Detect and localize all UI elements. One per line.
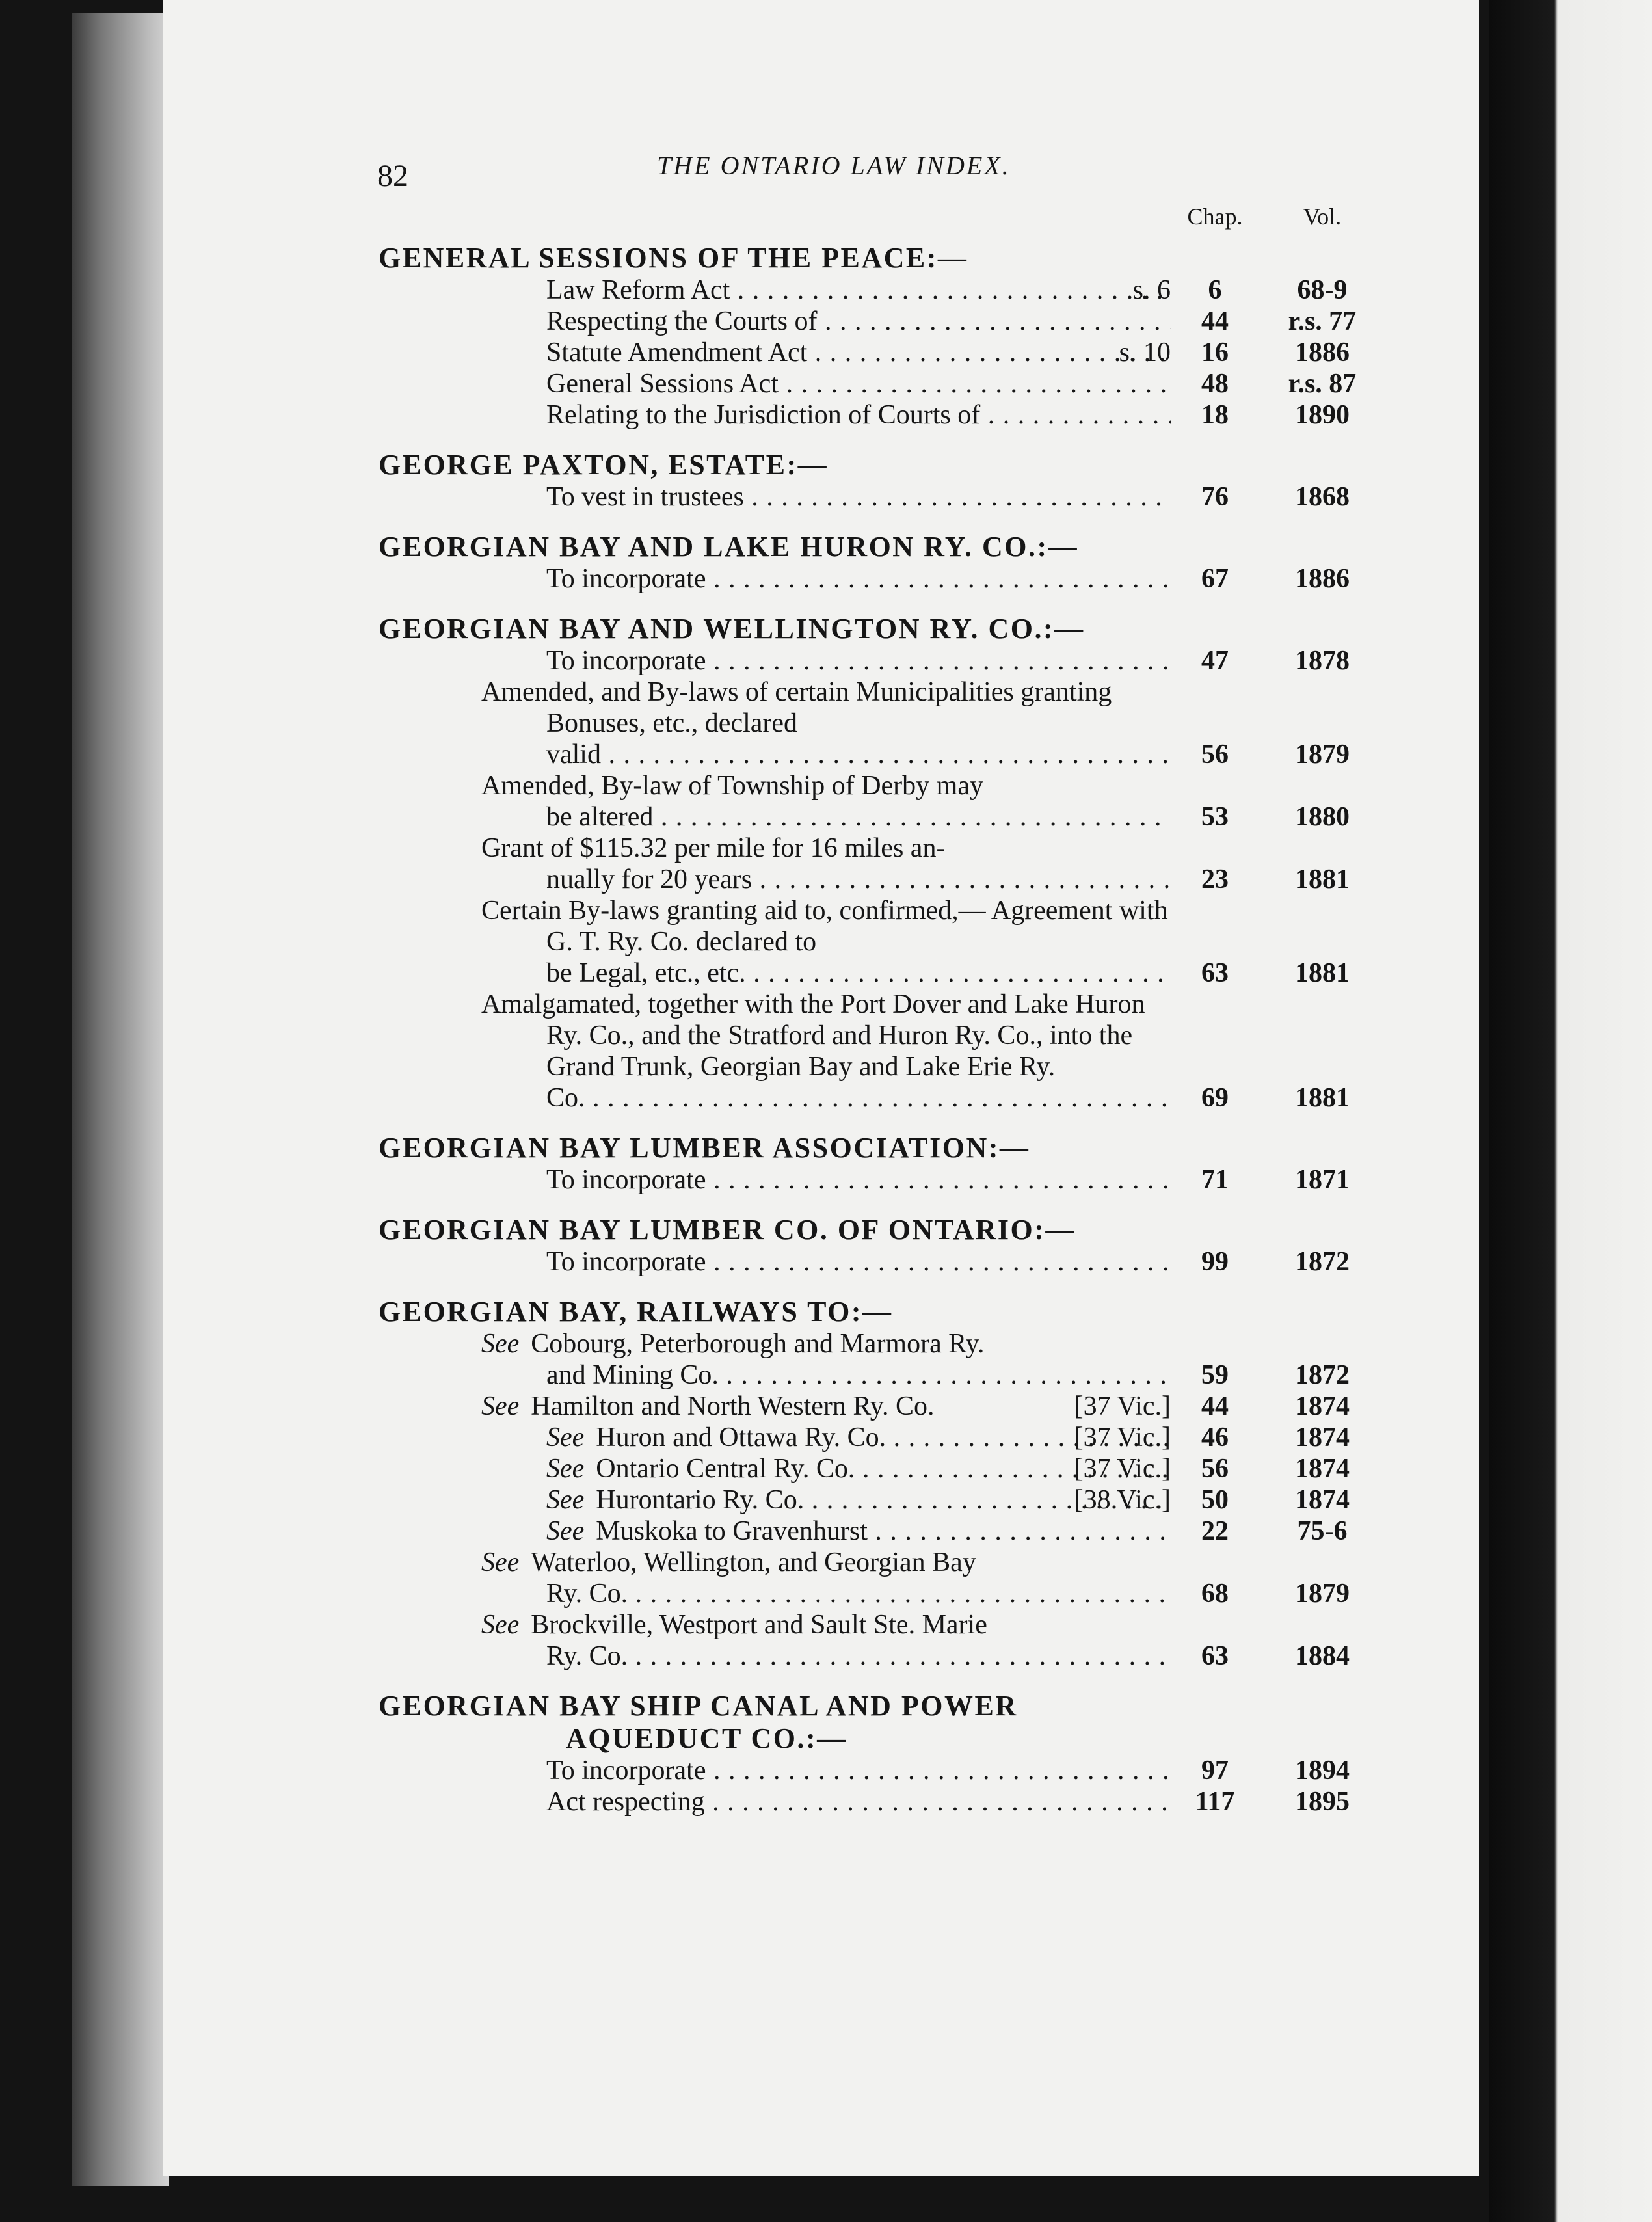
- entry-text: [481, 833, 1171, 895]
- volume-year: 1872: [1295, 1360, 1350, 1390]
- entry-title: Waterloo, Wellington, and Georgian Bay: [531, 1547, 976, 1577]
- section-heading: GEORGE PAXTON, ESTATE:—: [379, 449, 829, 481]
- index-entry: [163, 770, 1479, 833]
- entry-text: [481, 1484, 1171, 1516]
- volume-year: 1871: [1295, 1165, 1350, 1195]
- chapter-number: 22: [1201, 1516, 1229, 1546]
- index-section: [163, 1690, 1479, 1817]
- entry-text: [481, 368, 1171, 399]
- volume-year: 1879: [1295, 740, 1350, 770]
- entry-title: Brockville, Westport and Sault Ste. Marie: [531, 1610, 987, 1640]
- volume-year: 1881: [1295, 958, 1350, 988]
- chapter-number: 44: [1201, 306, 1229, 336]
- chapter-number: 48: [1201, 369, 1229, 399]
- volume-year: r.s. 87: [1288, 369, 1357, 399]
- chapter-number: 44: [1201, 1391, 1229, 1421]
- running-head: [163, 146, 1479, 193]
- index-entry: [163, 1547, 1479, 1609]
- see-reference-label: See: [481, 1391, 520, 1421]
- index-entry: [163, 1516, 1479, 1547]
- index-entry: [163, 895, 1479, 989]
- chapter-number: 47: [1201, 646, 1229, 676]
- index-entry: [163, 1246, 1479, 1278]
- entry-title: To incorporate . . .: [546, 564, 1171, 594]
- entry-title: Respecting the Courts of . . .: [546, 306, 1171, 336]
- volume-year: 1874: [1295, 1485, 1350, 1515]
- entry-title: Relating to the Jurisdiction of Courts of . . .: [546, 400, 1171, 430]
- vol-column-header: Vol.: [1303, 204, 1342, 230]
- page-number: 82: [377, 159, 408, 193]
- volume-year: 1895: [1295, 1787, 1350, 1817]
- entry-title: To incorporate . . .: [546, 1756, 1171, 1786]
- entry-title-last-line: [546, 1578, 1171, 1609]
- book-page-stack: [72, 13, 169, 2186]
- entry-note: [37 Vic.]: [1069, 1391, 1171, 1422]
- see-reference-label: See: [546, 1516, 585, 1546]
- entry-text: [481, 1547, 1171, 1609]
- chapter-number: 67: [1201, 564, 1229, 594]
- index-page: [163, 0, 1479, 2176]
- entry-title-tail: Co. . . .: [546, 1083, 1171, 1113]
- index-entry: [163, 645, 1479, 676]
- entry-text: [481, 1516, 1171, 1547]
- entry-text: [481, 676, 1171, 770]
- entry-text: [481, 1755, 1171, 1786]
- volume-year: 1881: [1295, 864, 1350, 894]
- index-section: [163, 531, 1479, 595]
- entry-title: Hamilton and North Western Ry. Co.: [531, 1391, 935, 1421]
- entry-title: Amended, By-law of Township of Derby may: [481, 771, 983, 801]
- section-heading: GENERAL SESSIONS OF THE PEACE:—: [379, 242, 968, 274]
- index-entry: [163, 306, 1479, 337]
- entry-title: Ontario Central Ry. Co. . . .: [596, 1454, 1171, 1484]
- entry-title: Muskoka to Gravenhurst . . .: [596, 1516, 1171, 1546]
- index-entry: [163, 1609, 1479, 1672]
- index-entry: [163, 676, 1479, 770]
- index-entry: [163, 563, 1479, 595]
- chapter-number: 59: [1201, 1360, 1229, 1390]
- chapter-number: 97: [1201, 1756, 1229, 1786]
- entry-title: To incorporate . . .: [546, 1247, 1171, 1277]
- index-entry: [163, 1755, 1479, 1786]
- entry-title: Grant of $115.32 per mile for 16 miles an-: [481, 833, 946, 863]
- volume-year: 1886: [1295, 338, 1350, 368]
- index-section: [163, 1132, 1479, 1196]
- volume-year: 1894: [1295, 1756, 1350, 1786]
- index-entries: [163, 242, 1479, 1836]
- facing-page-edge: [1489, 0, 1652, 2222]
- entry-title-last-line: [546, 957, 1171, 989]
- entry-note: s. 6: [1128, 274, 1171, 306]
- entry-title-last-line: [546, 1082, 1171, 1114]
- index-entry: [163, 368, 1479, 399]
- entry-text: [481, 1422, 1171, 1453]
- section-heading: GEORGIAN BAY, RAILWAYS TO:—: [379, 1296, 893, 1328]
- index-entry: [163, 481, 1479, 513]
- entry-note: [37 Vic.]: [1069, 1422, 1171, 1453]
- entry-text: [481, 989, 1171, 1114]
- entry-title-last-line: [546, 1359, 1171, 1391]
- volume-year: 1878: [1295, 646, 1350, 676]
- entry-text: [481, 1164, 1171, 1196]
- section-heading: GEORGIAN BAY AND WELLINGTON RY. CO.:—: [379, 613, 1085, 645]
- see-reference-label: See: [546, 1454, 585, 1484]
- index-section: [163, 449, 1479, 513]
- entry-title: Huron and Ottawa Ry. Co. . . .: [596, 1423, 1171, 1452]
- volume-year: 1874: [1295, 1423, 1350, 1452]
- entry-note: [37 Vic.]: [1069, 1453, 1171, 1484]
- entry-text: [481, 895, 1171, 989]
- entry-title-last-line: [546, 739, 1171, 770]
- chapter-number: 23: [1201, 864, 1229, 894]
- chapter-number: 18: [1201, 400, 1229, 430]
- index-section: [163, 613, 1479, 1114]
- chapter-number: 16: [1201, 338, 1229, 368]
- chapter-number: 63: [1201, 1641, 1229, 1671]
- entry-text: [481, 1328, 1171, 1391]
- chapter-number: 56: [1201, 1454, 1229, 1484]
- index-entry: [163, 1164, 1479, 1196]
- see-reference-label: See: [546, 1423, 585, 1452]
- see-reference-label: See: [481, 1329, 520, 1359]
- index-entry: [163, 274, 1479, 306]
- entry-note: s. 10: [1114, 337, 1171, 368]
- entry-title: Amalgamated, together with the Port Dover and Lake Huron Ry. Co., and the Stratford and Huron Ry. Co., into the Grand Trunk, Georgian Bay and Lake Erie Ry.: [481, 989, 1145, 1082]
- chapter-number: 76: [1201, 482, 1229, 512]
- chapter-number: 71: [1201, 1165, 1229, 1195]
- volume-year: 1881: [1295, 1083, 1350, 1113]
- see-reference-label: See: [546, 1485, 585, 1515]
- entry-text: [481, 645, 1171, 676]
- entry-note: [38 Vic.]: [1069, 1484, 1171, 1516]
- volume-year: 1880: [1295, 802, 1350, 832]
- volume-year: 75-6: [1297, 1516, 1348, 1546]
- entry-text: [481, 337, 1171, 368]
- volume-year: 1868: [1295, 482, 1350, 512]
- volume-year: r.s. 77: [1288, 306, 1357, 336]
- entry-title: Act respecting . . .: [546, 1787, 1171, 1817]
- entry-text: [481, 1391, 1171, 1422]
- volume-year: 68-9: [1297, 275, 1348, 305]
- index-entry: [163, 989, 1479, 1114]
- entry-title: Statute Amendment Act . . .: [546, 338, 1171, 368]
- entry-title-last-line: [546, 1640, 1171, 1672]
- volume-year: 1884: [1295, 1641, 1350, 1671]
- index-entry: [163, 1453, 1479, 1484]
- entry-title: Certain By-laws granting aid to, confirmed,— Agreement with G. T. Ry. Co. declared to: [481, 896, 1168, 957]
- index-section: [163, 242, 1479, 431]
- entry-title-tail: Ry. Co. . . .: [546, 1641, 1171, 1671]
- entry-title-last-line: [546, 801, 1171, 833]
- index-entry: [163, 1328, 1479, 1391]
- entry-text: [481, 1609, 1171, 1672]
- index-entry: [163, 1422, 1479, 1453]
- section-heading: GEORGIAN BAY LUMBER ASSOCIATION:—: [379, 1132, 1030, 1164]
- volume-year: 1879: [1295, 1579, 1350, 1609]
- chapter-number: 63: [1201, 958, 1229, 988]
- volume-year: 1886: [1295, 564, 1350, 594]
- column-headers: [163, 203, 1479, 235]
- entry-title: To vest in trustees . . .: [546, 482, 1171, 512]
- index-entry: [163, 1786, 1479, 1817]
- chap-column-header: Chap.: [1187, 204, 1243, 230]
- chapter-number: 68: [1201, 1579, 1229, 1609]
- entry-title: Cobourg, Peterborough and Marmora Ry.: [531, 1329, 985, 1359]
- volume-year: 1890: [1295, 400, 1350, 430]
- entry-title: Hurontario Ry. Co. . . .: [596, 1485, 1171, 1515]
- running-title: THE ONTARIO LAW INDEX.: [657, 151, 1011, 180]
- section-heading: GEORGIAN BAY AND LAKE HURON RY. CO.:—: [379, 531, 1079, 563]
- entry-text: [481, 1786, 1171, 1817]
- chapter-number: 46: [1201, 1423, 1229, 1452]
- chapter-number: 99: [1201, 1247, 1229, 1277]
- entry-title-tail: and Mining Co. . . .: [546, 1360, 1171, 1390]
- index-section: [163, 1296, 1479, 1672]
- entry-title-last-line: [546, 864, 1171, 895]
- volume-year: 1872: [1295, 1247, 1350, 1277]
- entry-text: [481, 770, 1171, 833]
- see-reference-label: See: [481, 1547, 520, 1577]
- index-entry: [163, 337, 1479, 368]
- entry-text: [481, 1453, 1171, 1484]
- see-reference-label: See: [481, 1610, 520, 1640]
- section-heading: GEORGIAN BAY LUMBER CO. OF ONTARIO:—: [379, 1214, 1076, 1246]
- chapter-number: 53: [1201, 802, 1229, 832]
- section-heading: GEORGIAN BAY SHIP CANAL AND POWER: [379, 1690, 1018, 1722]
- volume-year: 1874: [1295, 1391, 1350, 1421]
- index-entry: [163, 1391, 1479, 1422]
- volume-year: 1874: [1295, 1454, 1350, 1484]
- entry-text: [481, 306, 1171, 337]
- entry-title: Law Reform Act . . .: [546, 275, 1171, 305]
- entry-title: Amended, and By-laws of certain Municipalities granting Bonuses, etc., declared: [481, 677, 1112, 738]
- entry-title: To incorporate . . .: [546, 1165, 1171, 1195]
- chapter-number: 69: [1201, 1083, 1229, 1113]
- section-heading-continued: AQUEDUCT CO.:—: [566, 1722, 847, 1754]
- entry-title: General Sessions Act . . .: [546, 369, 1171, 399]
- chapter-number: 50: [1201, 1485, 1229, 1515]
- entry-title-tail: Ry. Co. . . .: [546, 1579, 1171, 1609]
- entry-text: [481, 399, 1171, 431]
- entry-text: [481, 563, 1171, 595]
- entry-title-tail: be Legal, etc., etc. . . .: [546, 958, 1171, 988]
- entry-title: To incorporate . . .: [546, 646, 1171, 676]
- index-entry: [163, 1484, 1479, 1516]
- chapter-number: 6: [1208, 275, 1222, 305]
- index-entry: [163, 399, 1479, 431]
- entry-title-tail: be altered . . .: [546, 802, 1171, 832]
- entry-title-tail: valid . . .: [546, 740, 1171, 770]
- entry-text: [481, 481, 1171, 513]
- chapter-number: 56: [1201, 740, 1229, 770]
- index-section: [163, 1214, 1479, 1278]
- entry-text: [481, 274, 1171, 306]
- entry-title-tail: nually for 20 years . . .: [546, 864, 1171, 894]
- entry-text: [481, 1246, 1171, 1278]
- index-entry: [163, 833, 1479, 895]
- chapter-number: 117: [1195, 1787, 1235, 1817]
